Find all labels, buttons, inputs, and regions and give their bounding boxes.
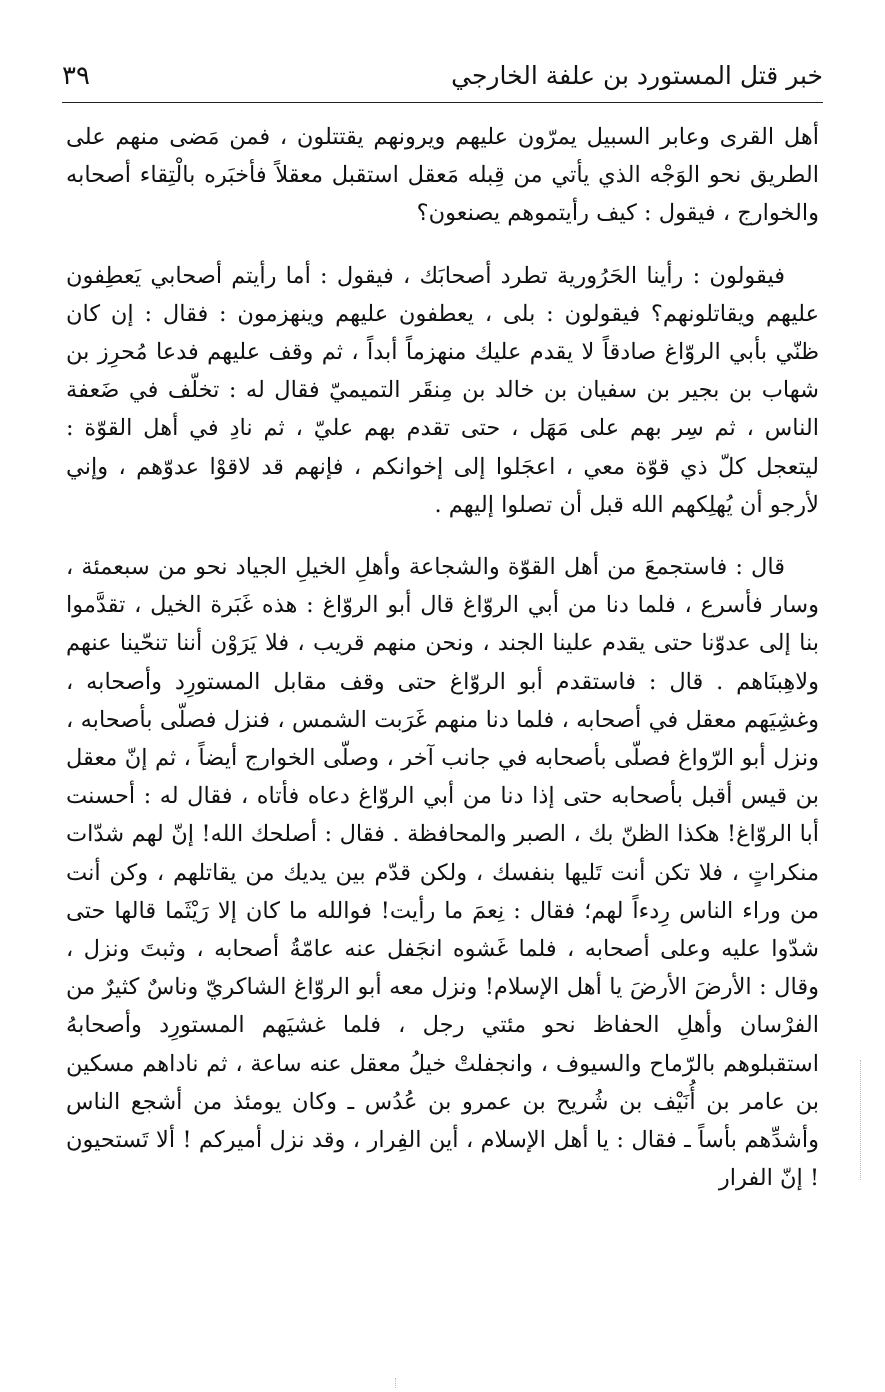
header-rule	[62, 102, 823, 103]
body-text	[66, 118, 819, 1197]
running-title: خبر قتل المستورد بن علفة الخارجي	[451, 61, 823, 90]
scan-artifact	[395, 1378, 398, 1388]
paragraph-3: قال : فاستجمعَ من أهل القوّة والشجاعة وأهلِ الخيلِ الجياد نحو من سبعمئة ، وسار فأسرع ، فلما دنا من أبي الروّاغ قال أبو الروّاغ : هذه غَبَرة الخيل ، تقدَّموا بنا إلى عدوّنا حتى يقدم علينا الجند ، ونحن منهم قريب ، فلا يَرَوْن أننا تنحّينا عنهم ولاهِبنَاهم . قال : فاستقدم أبو الروّاغ حتى وقف مقابل المستورِد وأصحابه ، وغشِيَهم معقل في أصحابه ، فلما دنا منهم غَرَبت الشمس ، فنزل فصلّى بأصحابه ، ونزل أبو الرّواغ فصلّى بأصحابه في جانب آخر ، وصلّى الخوارج أيضاً ، ثم إنّ معقل بن قيس أقبل بأصحابه حتى إذا دنا من أبي الروّاغ دعاه فأتاه ، فقال له : أحسنت أبا الروّاغ! هكذا الظنّ بك ، الصبر والمحافظة . فقال : أصلحك الله! إنّ لهم شدّات منكراتٍ ، فلا تكن أنت تَليها بنفسك ، ولكن قدّم بين يديك من يقاتلهم ، وكن أنت من وراء الناس رِدءاً لهم؛ فقال : نِعمَ ما رأيت! فوالله ما كان إلا رَيْثَما قالها حتى شدّوا عليه وعلى أصحابه ، فلما غَشوه انجَفل عنه عامّةُ أصحابه ، وثبتَ ونزل ، وقال : الأرضَ الأرضَ يا أهل الإسلام! ونزل معه أبو الروّاغ الشاكريّ وناسٌ كثيرٌ من الفرْسان وأهلِ الحفاظ نحو مئتي رجل ، فلما غشيَهم المستورِد وأصحابهُ استقبلوهم بالرّماح والسيوف ، وانجفلتْ خيلُ معقل عنه ساعة ، ثم ناداهم مسكين بن عامر بن أُنَيْف بن شُريح بن عمرو بن عُدُس ـ وكان يومئذ من أشجع الناس وأشدِّهم بأساً ـ فقال : يا أهل الإسلام ، أين الفِرار ، وقد نزل أميركم ! ألا تَستحيون ! إنّ الفرار	[66, 554, 819, 1192]
paragraph-2: فيقولون : رأينا الحَرُورية تطرد أصحابَك ، فيقول : أما رأيتم أصحابي يَعطِفون عليهم ويقاتلونهم؟ فيقولون : بلى ، يعطفون عليهم وينهزمون : فقال : إن كان ظنّي بأبي الروّاغ صادقاً لا يقدم عليك منهزماً أبداً ، ثم وقف عليهم فدعا مُحرِز بن شهاب بن بجير بن سفيان بن خالد بن مِنقَر التميميّ فقال له : تخلّف في ضَعفة الناس ، ثم سِر بهم على مَهَل ، حتى تقدم بهم عليّ ، ثم نادِ في أهل القوّة : ليتعجل كلّ ذي قوّة معي ، اعجَلوا إلى إخوانكم ، فإنهم قد لاقوْا عدوّهم ، وإني لأرجو أن يُهلِكهم الله قبل أن تصلوا إليهم .	[66, 262, 820, 518]
running-head	[62, 56, 823, 96]
page-number: ٣٩	[62, 61, 90, 91]
paragraph-1: أهل القرى وعابر السبيل يمرّون عليهم ويرونهم يقتتلون ، فمن مَضى منهم على الطريق نحو الوَجْه الذي يأتي من قِبله مَعقل استقبل معقلاً فأخبَره بالْتِقاء أصحابه والخوارج ، فيقول : كيف رأيتموهم يصنعون؟	[66, 124, 819, 227]
scan-edge-marks	[858, 1060, 861, 1180]
